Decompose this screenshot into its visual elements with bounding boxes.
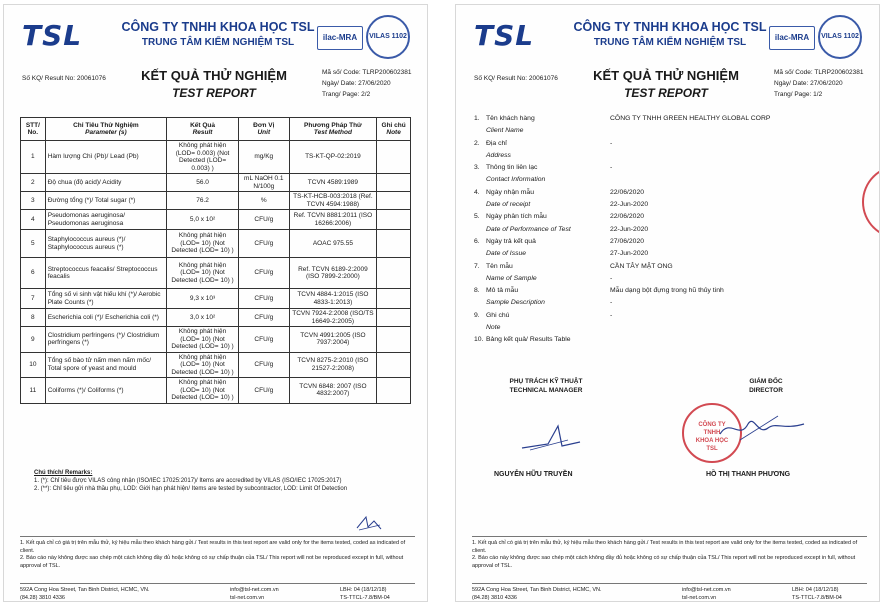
- cell-parameter: Đường tổng (*)/ Total sugar (*): [45, 192, 166, 210]
- cell-method: TCVN 4884-1:2015 (ISO 4833-1:2013): [289, 289, 377, 309]
- cell-result: Không phát hiện (LOD= 10) (Not Detected (LOD= 10) ): [167, 378, 239, 404]
- cell-unit: mL NaOH 0.1 N/100g: [239, 174, 290, 192]
- info-label-en: Note: [486, 324, 501, 332]
- company-header: [102, 20, 334, 48]
- info-label-vi: Ngày nhận mẫu: [486, 188, 534, 196]
- cell-no: 4: [21, 210, 46, 230]
- company-name: CÔNG TY TNHH KHOA HỌC TSL: [573, 20, 767, 34]
- info-label-vi: Ngày trả kết quả: [486, 237, 536, 245]
- info-label-vi: Ghi chú: [486, 311, 510, 319]
- cell-no: 7: [21, 289, 46, 309]
- info-label-en: Sample Description: [486, 299, 545, 307]
- info-label-vi: Ngày phân tích mẫu: [486, 213, 547, 221]
- col-method: Phương Pháp Thử Test Method: [289, 118, 377, 141]
- table-row: [21, 327, 411, 353]
- result-number: Số KQ/ Result No: 20061076: [474, 75, 558, 82]
- tsl-logo: TSL: [22, 19, 83, 52]
- cell-unit: CFU/g: [239, 378, 290, 404]
- technical-manager-signature-icon: [518, 420, 588, 456]
- report-date: Ngày/ Date: 27/06/2020: [774, 80, 843, 87]
- cell-unit: CFU/g: [239, 230, 290, 258]
- info-row: [474, 115, 874, 127]
- report-code: Mã số/ Code: TLRP200602381: [322, 69, 412, 76]
- table-row: [21, 192, 411, 210]
- info-row: [474, 287, 874, 299]
- info-value: CẦN TÂY MẬT ONG: [610, 262, 673, 270]
- info-value: 22/06/2020: [610, 213, 645, 221]
- info-row-en: [474, 201, 874, 213]
- page-footer: [472, 583, 867, 601]
- cell-result: 56.0: [167, 174, 239, 192]
- info-row-en: [474, 176, 874, 188]
- info-number: 1.: [474, 115, 480, 122]
- report-page-1: [455, 4, 880, 602]
- footnote: [472, 536, 867, 570]
- cell-note: [377, 352, 411, 378]
- cell-note: [377, 192, 411, 210]
- info-label-en: Contact Information: [486, 176, 546, 184]
- cell-unit: CFU/g: [239, 327, 290, 353]
- footer-web: tsl-net.com.vn: [682, 595, 717, 601]
- cell-parameter: Streptococcus feacalis/ Streptococcus feacalis: [45, 258, 166, 289]
- cell-note: [377, 258, 411, 289]
- footnote-2: 2. Báo cáo này không được sao chép một cách không đầy đủ hoặc không có sự chấp thuận của TSL/ This report will not be reproduced except in full, without approval of TSL.: [20, 555, 404, 569]
- info-label-en: Name of Sample: [486, 274, 537, 282]
- cell-unit: CFU/g: [239, 210, 290, 230]
- cell-note: [377, 309, 411, 327]
- company-header: [554, 20, 786, 48]
- cell-note: [377, 327, 411, 353]
- cell-note: [377, 210, 411, 230]
- cell-note: [377, 289, 411, 309]
- info-value-en: 22-Jun-2020: [610, 201, 649, 209]
- report-title: [124, 68, 304, 100]
- title-en: TEST REPORT: [172, 86, 256, 100]
- info-label-en: Date of Issue: [486, 250, 527, 258]
- info-label-vi: Tên mẫu: [486, 262, 513, 270]
- cell-result: Không phát hiện (LOD= 10) (Not Detected (LOD= 10) ): [167, 327, 239, 353]
- cell-method: Ref. TCVN 8881:2011 (ISO 16266:2006): [289, 210, 377, 230]
- footer-form-code: TS-TTCL-7.8/BM-04: [792, 595, 842, 601]
- info-number: 5.: [474, 213, 480, 221]
- cell-note: [377, 174, 411, 192]
- technical-manager-name: NGUYỄN HỮU TRUYỀN: [494, 471, 573, 478]
- remarks-title: Chú thích/ Remarks:: [34, 470, 93, 476]
- info-label-vi: Tên khách hàng: [486, 115, 535, 122]
- company-stamp-icon: CÔNG TY TNHH KHOA HỌC TSL: [682, 403, 742, 463]
- footer-lbh: LBH: 04 (18/12/18): [792, 587, 839, 593]
- center-name: TRUNG TÂM KIỂM NGHIỆM TSL: [593, 37, 747, 48]
- cell-parameter: Escherichia coli (*)/ Escherichia coli (*): [45, 309, 166, 327]
- info-label-vi: Mô tả mẫu: [486, 287, 519, 295]
- cell-note: [377, 141, 411, 174]
- cell-method: TCVN 6848: 2007 (ISO 4832:2007): [289, 378, 377, 404]
- info-value: Mẫu dạng bột đựng trong hũ thủy tinh: [610, 287, 724, 295]
- cell-unit: CFU/g: [239, 309, 290, 327]
- result-number: Số KQ/ Result No: 20061076: [22, 75, 106, 82]
- cell-result: Không phát hiện (LOD= 0.003) (Not Detected (LOD= 0.003) ): [167, 141, 239, 174]
- client-info-list: [474, 115, 874, 349]
- director-title: GIÁM ĐỐC DIRECTOR: [749, 378, 783, 394]
- director-signature-icon: [718, 410, 808, 446]
- cell-no: 11: [21, 378, 46, 404]
- ilac-mra-logo: ilac-MRA: [769, 26, 815, 50]
- cell-no: 1: [21, 141, 46, 174]
- cell-method: TCVN 7924-2:2008 (ISO/TS 16649-2:2005): [289, 309, 377, 327]
- info-row: [474, 213, 874, 225]
- cell-no: 9: [21, 327, 46, 353]
- cell-method: AOAC 975.55: [289, 230, 377, 258]
- info-value: CÔNG TY TNHH GREEN HEALTHY GLOBAL CORP: [610, 115, 771, 122]
- cell-unit: %: [239, 192, 290, 210]
- col-parameter: Chỉ Tiêu Thử Nghiệm Parameter (s): [45, 118, 166, 141]
- footer-address: 592A Cong Hoa Street, Tan Binh District, HCMC, VN.: [472, 587, 602, 593]
- cell-unit: mg/Kg: [239, 141, 290, 174]
- cell-note: [377, 230, 411, 258]
- footer-phone: (84.28) 3810 4336: [472, 595, 517, 601]
- cell-result: 76.2: [167, 192, 239, 210]
- cell-parameter: Pseudomonas aeruginosa/ Pseudomonas aeruginosa: [45, 210, 166, 230]
- info-row-en: [474, 275, 874, 287]
- table-row: [21, 352, 411, 378]
- cell-method: Ref. TCVN 6189-2:2009 (ISO 7899-2:2000): [289, 258, 377, 289]
- report-page: Trang/ Page: 2/2: [322, 91, 371, 98]
- footer-email: info@tsl-net.com.vn: [230, 587, 279, 593]
- table-row: [21, 230, 411, 258]
- page-footer: [20, 583, 415, 601]
- cell-result: Không phát hiện (LOD= 10) (Not Detected (LOD= 10) ): [167, 258, 239, 289]
- table-row: [21, 141, 411, 174]
- footer-phone: (84.28) 3810 4336: [20, 595, 65, 601]
- footer-address: 592A Cong Hoa Street, Tan Binh District, HCMC, VN.: [20, 587, 150, 593]
- cell-result: 5,0 x 10²: [167, 210, 239, 230]
- info-label-en: Address: [486, 151, 511, 159]
- info-row-en: [474, 226, 874, 238]
- cell-note: [377, 378, 411, 404]
- info-number: 9.: [474, 311, 480, 319]
- ilac-mra-logo: ilac-MRA: [317, 26, 363, 50]
- report-meta: [322, 67, 412, 100]
- director-name: HỒ THỊ THANH PHƯƠNG: [706, 471, 791, 478]
- title-vi: KẾT QUẢ THỬ NGHIỆM: [141, 68, 287, 83]
- cell-no: 5: [21, 230, 46, 258]
- cell-no: 6: [21, 258, 46, 289]
- info-label-vi: Thông tin liên lạc: [486, 164, 538, 172]
- info-row: [474, 336, 874, 348]
- info-value-en: 27-Jun-2020: [610, 250, 649, 258]
- footer-form-code: TS-TTCL-7.8/BM-04: [340, 595, 390, 601]
- report-meta: [774, 67, 864, 100]
- info-row: [474, 189, 874, 201]
- col-note: Ghi chú Note: [377, 118, 411, 141]
- cell-parameter: Staphylococcus aureus (*)/ Staphylococcus aureus (*): [45, 230, 166, 258]
- info-row: [474, 263, 874, 275]
- cell-parameter: Tổng số vi sinh vật hiếu khí (*)/ Aerobic Plate Counts (*): [45, 289, 166, 309]
- cell-no: 10: [21, 352, 46, 378]
- technical-manager-title: PHỤ TRÁCH KỸ THUẬT TECHNICAL MANAGER: [509, 378, 583, 394]
- footnote: [20, 536, 415, 570]
- info-value: -: [610, 139, 613, 147]
- cell-method: TCVN 4589:1989: [289, 174, 377, 192]
- info-row: [474, 164, 874, 176]
- info-value: -: [610, 311, 613, 319]
- cell-result: 9,3 x 10³: [167, 289, 239, 309]
- cell-method: TS-KT-QP-02:2019: [289, 141, 377, 174]
- report-title: [576, 68, 756, 100]
- footnote-1: 1. Kết quả chỉ có giá trị trên mẫu thử, ký hiệu mẫu theo khách hàng gửi./ Test results in this test report are valid only for the items tested, coded as indicated of client.: [20, 540, 406, 554]
- footnote-1: 1. Kết quả chỉ có giá trị trên mẫu thử, ký hiệu mẫu theo khách hàng gửi./ Test results in this test report are valid only for the items tested, coded as indicated of client.: [472, 540, 858, 554]
- info-label-vi: Bảng kết quả/ Results Table: [486, 336, 571, 344]
- report-page: Trang/ Page: 1/2: [774, 91, 823, 98]
- cell-result: 3,0 x 10²: [167, 309, 239, 327]
- info-number: 3.: [474, 164, 480, 172]
- info-value-en: -: [610, 274, 613, 282]
- cell-method: TCVN 4991:2005 (ISO 7937:2004): [289, 327, 377, 353]
- results-table: [20, 117, 411, 404]
- info-row-en: [474, 324, 874, 336]
- info-row-en: [474, 299, 874, 311]
- info-value: -: [610, 164, 613, 172]
- company-name: CÔNG TY TNHH KHOA HỌC TSL: [121, 20, 315, 34]
- cell-no: 2: [21, 174, 46, 192]
- col-stt: STT/ No.: [21, 118, 46, 141]
- cell-method: TCVN 8275-2:2010 (ISO 21527-2:2008): [289, 352, 377, 378]
- table-header-row: [21, 118, 411, 141]
- table-row: [21, 309, 411, 327]
- tsl-logo: TSL: [474, 19, 535, 52]
- info-value-en: 22-Jun-2020: [610, 225, 649, 233]
- cell-parameter: Độ chua (độ acid)/ Acidity: [45, 174, 166, 192]
- cell-result: Không phát hiện (LOD= 10) (Not Detected (LOD= 10) ): [167, 352, 239, 378]
- vilas-seal-icon: VILAS 1102: [818, 15, 862, 59]
- info-row: [474, 238, 874, 250]
- info-number: 7.: [474, 262, 480, 270]
- info-row: [474, 140, 874, 152]
- footer-lbh: LBH: 04 (18/12/18): [340, 587, 387, 593]
- report-code: Mã số/ Code: TLRP200602381: [774, 69, 864, 76]
- title-en: TEST REPORT: [624, 86, 708, 100]
- cell-result: Không phát hiện (LOD= 10) (Not Detected (LOD= 10) ): [167, 230, 239, 258]
- info-row-en: [474, 250, 874, 262]
- footer-web: tsl-net.com.vn: [230, 595, 265, 601]
- cell-no: 3: [21, 192, 46, 210]
- table-row: [21, 174, 411, 192]
- info-number: 6.: [474, 237, 480, 245]
- info-row-en: [474, 152, 874, 164]
- report-page-2: [3, 4, 428, 602]
- info-label-en: Date of receipt: [486, 201, 531, 209]
- info-number: 10.: [474, 336, 484, 344]
- info-label-en: Client Name: [486, 127, 524, 135]
- vilas-seal-icon: VILAS 1102: [366, 15, 410, 59]
- info-row: [474, 312, 874, 324]
- cell-parameter: Clostridium perfringens (*)/ Clostridium perfringens (*): [45, 327, 166, 353]
- info-row-en: [474, 127, 874, 139]
- info-label-vi: Địa chỉ: [486, 139, 507, 147]
- cell-parameter: Hàm lượng Chì (Pb)/ Lead (Pb): [45, 141, 166, 174]
- cell-parameter: Tổng số bào tử nấm men nấm mốc/ Total spore of yeast and mould: [45, 352, 166, 378]
- results-table-body: [21, 141, 411, 404]
- cell-parameter: Coliforms (*)/ Coliforms (*): [45, 378, 166, 404]
- initial-signature-icon: [354, 513, 384, 533]
- info-value: 22/06/2020: [610, 188, 645, 196]
- title-vi: KẾT QUẢ THỬ NGHIỆM: [593, 68, 739, 83]
- table-row: [21, 289, 411, 309]
- center-name: TRUNG TÂM KIỂM NGHIỆM TSL: [141, 37, 295, 48]
- cell-unit: CFU/g: [239, 352, 290, 378]
- table-row: [21, 210, 411, 230]
- info-number: 4.: [474, 188, 480, 196]
- table-row: [21, 258, 411, 289]
- info-number: 2.: [474, 139, 480, 147]
- cell-unit: CFU/g: [239, 289, 290, 309]
- cell-unit: CFU/g: [239, 258, 290, 289]
- info-value-en: -: [610, 299, 613, 307]
- cell-method: TS-KT-HCB-003:2018 (Ref. TCVN 4594:1988): [289, 192, 377, 210]
- table-row: [21, 378, 411, 404]
- cell-no: 8: [21, 309, 46, 327]
- col-result: Kết Quả Result: [167, 118, 239, 141]
- col-unit: Đơn Vị Unit: [239, 118, 290, 141]
- info-number: 8.: [474, 287, 480, 295]
- info-value: 27/06/2020: [610, 237, 645, 245]
- report-date: Ngày/ Date: 27/06/2020: [322, 80, 391, 87]
- remark-1: 1. (*): Chỉ tiêu được VILAS công nhận (ISO/IEC 17025:2017)/ Items are accredited by VILAS (ISO/IEC 17025:2017): [34, 478, 342, 484]
- footnote-2: 2. Báo cáo này không được sao chép một cách không đầy đủ hoặc không có sự chấp thuận của TSL/ This report will not be reproduced except in full, without approval of TSL.: [472, 555, 856, 569]
- remark-2: 2. (**): Chỉ tiêu gửi nhà thầu phụ, LOD: Giới hạn phát hiện/ Items are tested by subcontractor, LOD: Limit Of Detection: [34, 486, 348, 492]
- info-label-en: Date of Performance of Test: [486, 225, 571, 233]
- remarks: [34, 469, 414, 493]
- footer-email: info@tsl-net.com.vn: [682, 587, 731, 593]
